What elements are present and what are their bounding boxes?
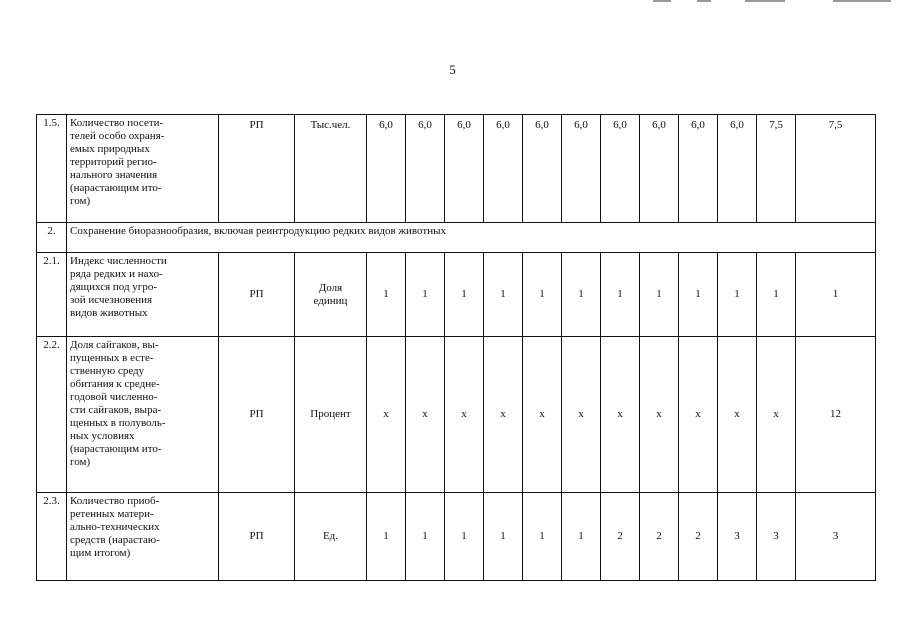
indicator-value: х: [757, 337, 796, 493]
indicator-value: 3: [757, 493, 796, 581]
indicator-value: 6,0: [679, 115, 718, 223]
indicator-value: 1: [562, 253, 601, 337]
indicator-value: 6,0: [601, 115, 640, 223]
indicator-source: РП: [219, 493, 295, 581]
row-number: 1.5.: [37, 115, 67, 223]
indicator-value: 2: [640, 493, 679, 581]
row-number: 2.2.: [37, 337, 67, 493]
indicator-value: 1: [796, 253, 876, 337]
indicator-value: 2: [601, 493, 640, 581]
row-number: 2.3.: [37, 493, 67, 581]
indicator-value: 1: [679, 253, 718, 337]
indicator-value: 12: [796, 337, 876, 493]
row-number: 2.1.: [37, 253, 67, 337]
indicator-value: 1: [484, 493, 523, 581]
indicator-value: х: [640, 337, 679, 493]
indicator-unit: Ед.: [295, 493, 367, 581]
table-row: [37, 115, 876, 223]
page-number: 5: [449, 62, 456, 77]
indicator-value: 6,0: [406, 115, 445, 223]
indicator-value: 1: [484, 253, 523, 337]
indicator-value: 1: [406, 493, 445, 581]
indicator-value: 6,0: [367, 115, 406, 223]
indicator-value: 6,0: [523, 115, 562, 223]
indicator-value: 1: [445, 253, 484, 337]
indicator-source: РП: [219, 115, 295, 223]
indicator-value: 7,5: [757, 115, 796, 223]
indicator-value: х: [406, 337, 445, 493]
indicator-value: 6,0: [484, 115, 523, 223]
indicator-source: РП: [219, 337, 295, 493]
indicator-value: х: [445, 337, 484, 493]
indicator-value: 7,5: [796, 115, 876, 223]
indicator-value: 1: [757, 253, 796, 337]
indicator-value: х: [601, 337, 640, 493]
table-row: [37, 337, 876, 493]
indicator-value: 1: [367, 253, 406, 337]
indicator-value: х: [562, 337, 601, 493]
indicator-value: 1: [640, 253, 679, 337]
indicator-unit: Процент: [295, 337, 367, 493]
indicator-value: 3: [718, 493, 757, 581]
table-row: [37, 253, 876, 337]
indicator-value: 1: [445, 493, 484, 581]
indicator-table: [36, 114, 876, 581]
indicator-value: х: [523, 337, 562, 493]
indicator-value: 6,0: [640, 115, 679, 223]
indicator-value: 1: [601, 253, 640, 337]
indicator-value: 2: [679, 493, 718, 581]
indicator-unit: Тыс.чел.: [295, 115, 367, 223]
indicator-value: х: [367, 337, 406, 493]
indicator-value: х: [718, 337, 757, 493]
indicator-value: х: [679, 337, 718, 493]
indicator-unit: Доля единиц: [295, 253, 367, 337]
indicator-name: Количество приоб- ретенных матери- ально-технических средств (нарастаю- щим итогом): [67, 493, 219, 581]
indicator-value: 1: [406, 253, 445, 337]
indicator-source: РП: [219, 253, 295, 337]
scan-artifact-marks: [645, 0, 905, 6]
indicator-name: Количество посети- телей особо охраня- емых природных территорий регио- нального значения (нарастающим ито- гом): [67, 115, 219, 223]
row-number: 2.: [37, 223, 67, 253]
indicator-value: 6,0: [718, 115, 757, 223]
indicator-value: 6,0: [445, 115, 484, 223]
indicator-value: 1: [523, 253, 562, 337]
indicator-value: 1: [523, 493, 562, 581]
indicator-value: 3: [796, 493, 876, 581]
section-row: [37, 223, 876, 253]
indicator-name: Индекс численности ряда редких и нахо- дящихся под угро- зой исчезновения видов животных: [67, 253, 219, 337]
table-row: [37, 493, 876, 581]
indicator-value: 1: [718, 253, 757, 337]
indicator-value: х: [484, 337, 523, 493]
indicator-value: 6,0: [562, 115, 601, 223]
indicator-value: 1: [562, 493, 601, 581]
indicator-name: Доля сайгаков, вы- пущенных в есте- ственную среду обитания к средне- годовой численно- сти сайгаков, выра- щенных в полуволь- ных условиях (нарастающим ито- гом): [67, 337, 219, 493]
section-title: Сохранение биоразнообразия, включая реинтродукцию редких видов животных: [67, 223, 876, 253]
indicator-value: 1: [367, 493, 406, 581]
